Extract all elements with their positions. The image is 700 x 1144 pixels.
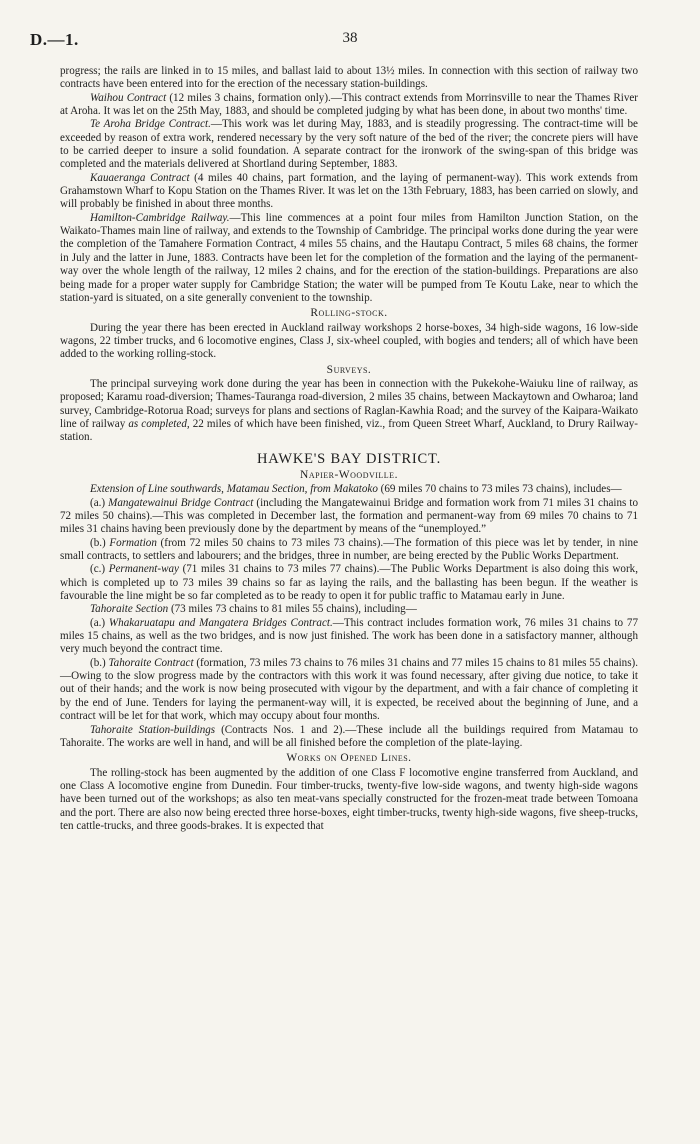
document-id: D.—1.	[30, 30, 79, 49]
paragraph	[60, 724, 638, 751]
italic-text: Kauaeranga Contract	[90, 171, 190, 184]
paragraph	[60, 118, 638, 171]
text-run: —This work was let during May, 1883, and is steadily progressing. The contract-time will be exceeded by reason of extra work, rendered necessary by the very soft nature of the bed of the river; the concrete piers will have to be carried deeper to insure a solid foundation. A separate contract for the ironwork of the swing-span of this bridge was completed and the materials delivered at Shortland during September, 1883.	[60, 118, 638, 171]
paragraph	[60, 767, 638, 834]
text-run: (Contracts Nos. 1 and 2).—These include all the buildings required from Matamau to Tahoraite. The works are well in hand, and will be all finished before the completion of the plate-laying.	[60, 723, 639, 749]
paragraph	[60, 65, 638, 92]
text-run: progress; the rails are linked in to 15 miles, and ballast laid to about 13½ miles. In connection with this section of railway two contracts have been entered into for the erection of the necessary station-buildings.	[60, 65, 638, 91]
text-run: (73 miles 73 chains to 81 miles 55 chains), including—	[168, 603, 417, 616]
text-run: The rolling-stock has been augmented by the addition of one Class F locomotive engine transferred from Auckland, and one Class A locomotive engine from Dunedin. Four timber-trucks, twenty-five low-side wagons, and twenty high-side wagons have been turned out of the workshops; as also ten meat-vans specially constructed for the frozen-meat trade between Tomoana and the port. There are also now being erected three horse-boxes, eight timber-trucks, twenty high-side wagons, five sheep-trucks, ten cattle-trucks, and three goods-brakes. It is expected that	[60, 766, 638, 832]
paragraph	[60, 92, 638, 119]
italic-text: Waihou Contract	[90, 91, 167, 104]
text-run: (including the Mangatewainui Bridge and formation work from 71 miles 31 chains to 72 miles 50 chains).—This was completed in December last, the formation and permanent-way from 69 miles 70 chains to 71 miles 31 chains having been previously done by the department by means of the “unemployed.”	[60, 496, 638, 536]
italic-text: Extension of Line southwards, Matamau Section, from Makatoko	[90, 483, 378, 496]
section-heading: Napier-Woodville.	[300, 468, 398, 481]
text-run: (b.)	[90, 536, 110, 549]
text-run: (12 miles 3 chains, formation only).—This contract extends from Morrinsville to near the Thames River at Aroha. It was let on the 25th May, 1883, and should be completed judging by what has been done, in about two months' time.	[60, 91, 638, 118]
text-run: (b.)	[90, 656, 109, 669]
district-heading: HAWKE'S BAY DISTRICT.	[256, 450, 442, 467]
text-run: (a.)	[90, 616, 109, 629]
text-run: —This contract includes formation work, 76 miles 31 chains to 77 miles 15 chains, as well as the two bridges, and is now just finished. The work has been done in a satisfactory manner, although very much beyond the contract time.	[60, 616, 638, 656]
paragraph	[60, 378, 638, 445]
paragraph	[60, 537, 638, 564]
italic-text: Hamilton-Cambridge Railway.	[90, 211, 230, 224]
paragraph	[60, 617, 638, 657]
paragraph	[60, 563, 638, 603]
paragraph	[60, 172, 638, 212]
section-heading: Works on Opened Lines.	[286, 752, 412, 765]
paragraph	[60, 212, 638, 305]
italic-text: Tahoraite Contract	[108, 656, 194, 669]
paragraph	[60, 657, 638, 724]
italic-text: Mangatewainui Bridge Contract	[108, 496, 254, 509]
paragraph	[60, 603, 638, 616]
text-run: (69 miles 70 chains to 73 miles 73 chains), includes—	[377, 483, 622, 496]
text-run: (4 miles 40 chains, part formation, and the laying of permanent-way). This work extends from Grahamstown Wharf to Kopu Station on the Thames River. It was let on the 13th February, 1883, has been carried on slowly, and will probably be finished in about three months.	[60, 171, 638, 211]
section-heading: Rolling-stock.	[310, 307, 388, 320]
italic-text: Tahoraite Section	[90, 603, 169, 616]
text-run: 22 miles of which have been finished, viz., from Queen Street Wharf, Auckland, to Drury Railway-station.	[60, 417, 639, 444]
italic-text: Formation	[109, 536, 157, 549]
italic-text: Permanent-way	[108, 563, 179, 576]
text-run: During the year there has been erected in Auckland railway workshops 2 horse-boxes, 34 high-side wagons, 16 low-side wagons, 22 timber trucks, and 6 locomotive engines, Class J, six-wheel coupled, with bogies and tenders; all of which have been added to the working rolling-stock.	[60, 321, 638, 361]
italic-text: Te Aroha Bridge Contract.	[90, 118, 211, 131]
text-run: (c.)	[90, 563, 109, 576]
text-run: (71 miles 31 chains to 73 miles 77 chains).—The Public Works Department is also doing this work, which is completed up to 73 miles 39 chains so far as laying the rails, and the ballasting has been begun. If the weather is favourable the line might be so far completed as to be ready to open it for public traffic to Matamau early in June.	[60, 563, 638, 603]
text-run: The principal surveying work done during the year has been in connection with the Pukekohe-Waiuku line of railway, as proposed; Karamu road-diversion; Thames-Tauranga road-diversion, 2 miles 35 chains, between Mackaytown and Owharoa; land survey, Cambridge-Rotorua Road; surveys for plans and sections of Raglan-Kawhia Road; and the survey of the Kaipara-Waikato line of railway	[60, 377, 638, 430]
section-heading: Surveys.	[326, 363, 372, 376]
italic-text: Tahoraite Station-buildings	[90, 723, 216, 736]
paragraph	[60, 497, 638, 537]
text-run: (formation, 73 miles 73 chains to 76 miles 31 chains and 77 miles 15 chains to 81 miles 55 chains).—Owing to the slow progress made by the contractors with this work it was found necessary, after giving due notice, to take it out of their hands; and the work is now being prosecuted with vigour by the department, and with a fair chance of completing it by the end of June. Tenders for laying the permanent-way will, it is expected, be received about the beginning of June, and a contract will be let for that work, which may occupy about four months.	[60, 656, 639, 723]
italic-text: Whakaruatapu and Mangatera Bridges Contract.	[108, 616, 333, 629]
page-number: 38	[342, 30, 358, 46]
document-body	[60, 65, 638, 833]
text-run: (from 72 miles 50 chains to 73 miles 73 chains).—The formation of this piece was let by tender, in nine small contracts, to settlers and labourers; and the bridges, three in number, are being erected by the Public Works Department.	[60, 536, 639, 563]
paragraph	[60, 322, 638, 362]
italic-text: as completed,	[128, 417, 190, 430]
text-run: (a.)	[90, 496, 109, 509]
page-header	[30, 30, 670, 54]
text-run: —This line commences at a point four miles from Hamilton Junction Station, on the Waikato-Thames main line of railway, and extends to the Township of Cambridge. The principal works done during the year were the completion of the Tamahere Formation Contract, 4 miles 55 chains, and the Hautapu Contract, 5 miles 68 chains, the former in July and the latter in June, 1883. Contracts have been let for the completion of the formation and the laying of the permanent-way over the whole length of the railway, 12 miles 2 chains, and for the erection of the station-buildings. Preparations are also being made for a proper water supply for Cambridge Station; the water will be pumped from Te Koutu Lake, near to which the station-yard is situated, on a site generally convenient to the township.	[60, 211, 638, 304]
paragraph	[60, 483, 638, 496]
